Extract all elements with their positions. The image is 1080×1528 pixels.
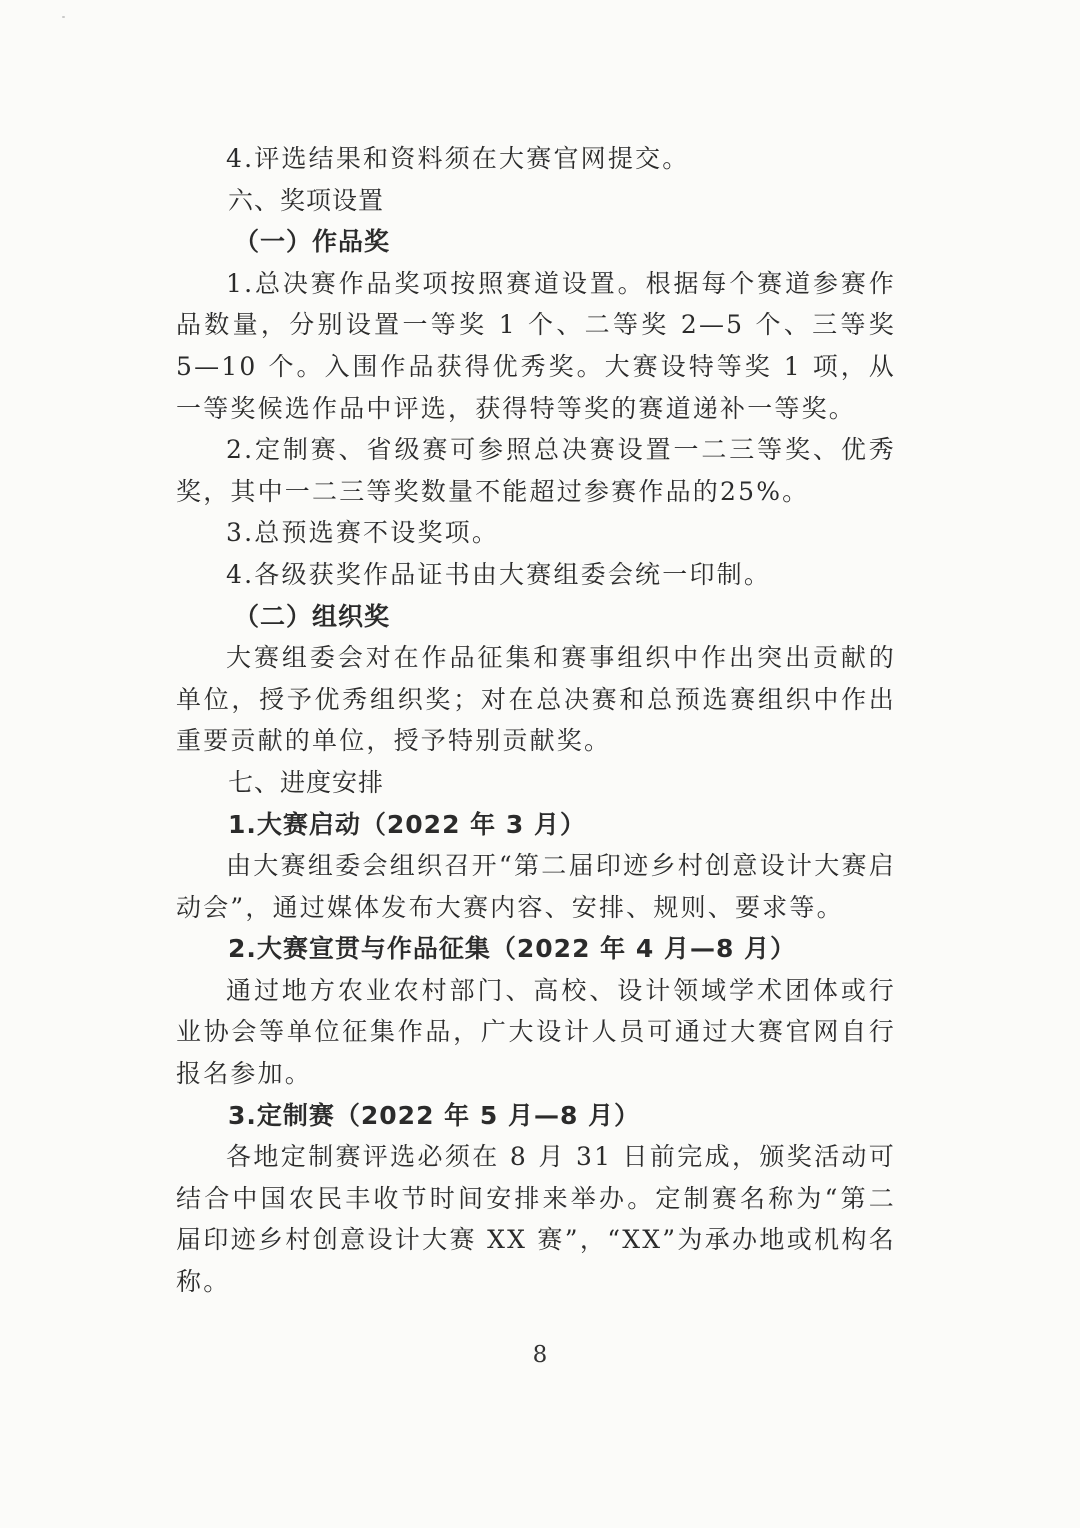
scan-speck [62,16,65,18]
paragraph-organization-awards: 大赛组委会对在作品征集和赛事组织中作出突出贡献的单位，授予优秀组织奖；对在总决赛和总预选赛组织中作出重要贡献的单位，授予特别贡献奖。 [176,643,896,756]
paragraph-preliminary-awards: 3.总预选赛不设奖项。 [226,518,500,548]
paragraph-final-awards: 1.总决赛作品奖项按照赛道设置。根据每个赛道参赛作品数量，分别设置一等奖 1 个、二等奖 2—5 个、三等奖 5—10 个。入围作品获得优秀奖。大赛设特等奖 1 项，从一等奖候选作品中评选，获得特等奖的赛道递补一等奖。 [176,268,896,423]
paragraph-launch: 由大赛组委会组织召开“第二届印迹乡村创意设计大赛启动会”，通过媒体发布大赛内容、安排、规则、要求等。 [176,851,896,922]
paragraph-promotion: 通过地方农业农村部门、高校、设计领域学术团体或行业协会等单位征集作品，广大设计人员可通过大赛官网自行报名参加。 [176,975,896,1089]
paragraph-submission-rule: 4.评选结果和资料须在大赛官网提交。 [226,144,690,173]
subheading-launch: 1.大赛启动（2022 年 3 月） [228,809,586,839]
subheading-custom-contest: 3.定制赛（2022 年 5 月—8 月） [228,1100,641,1130]
subheading-work-awards: （一）作品奖 [234,227,391,257]
page-number: 8 [532,1342,548,1368]
paragraph-certificates: 4.各级获奖作品证书由大赛组委会统一印制。 [226,559,772,589]
subheading-promotion: 2.大赛宣贯与作品征集（2022 年 4 月—8 月） [228,934,797,964]
page-content [176,138,896,1303]
paragraph-custom-contest: 各地定制赛评选必须在 8 月 31 日前完成，颁奖活动可结合中国农民丰收节时间安排来举办。定制赛名称为“第二届印迹乡村创意设计大赛 XX 赛”，“XX”为承办地或机构名称。 [176,1142,896,1297]
paragraph-custom-awards: 2.定制赛、省级赛可参照总决赛设置一二三等奖、优秀奖，其中一二三等奖数量不能超过参赛作品的25%。 [176,435,896,506]
heading-schedule: 七、进度安排 [228,767,385,797]
subheading-organization-awards: （二）组织奖 [234,601,391,631]
heading-awards: 六、奖项设置 [228,185,385,215]
